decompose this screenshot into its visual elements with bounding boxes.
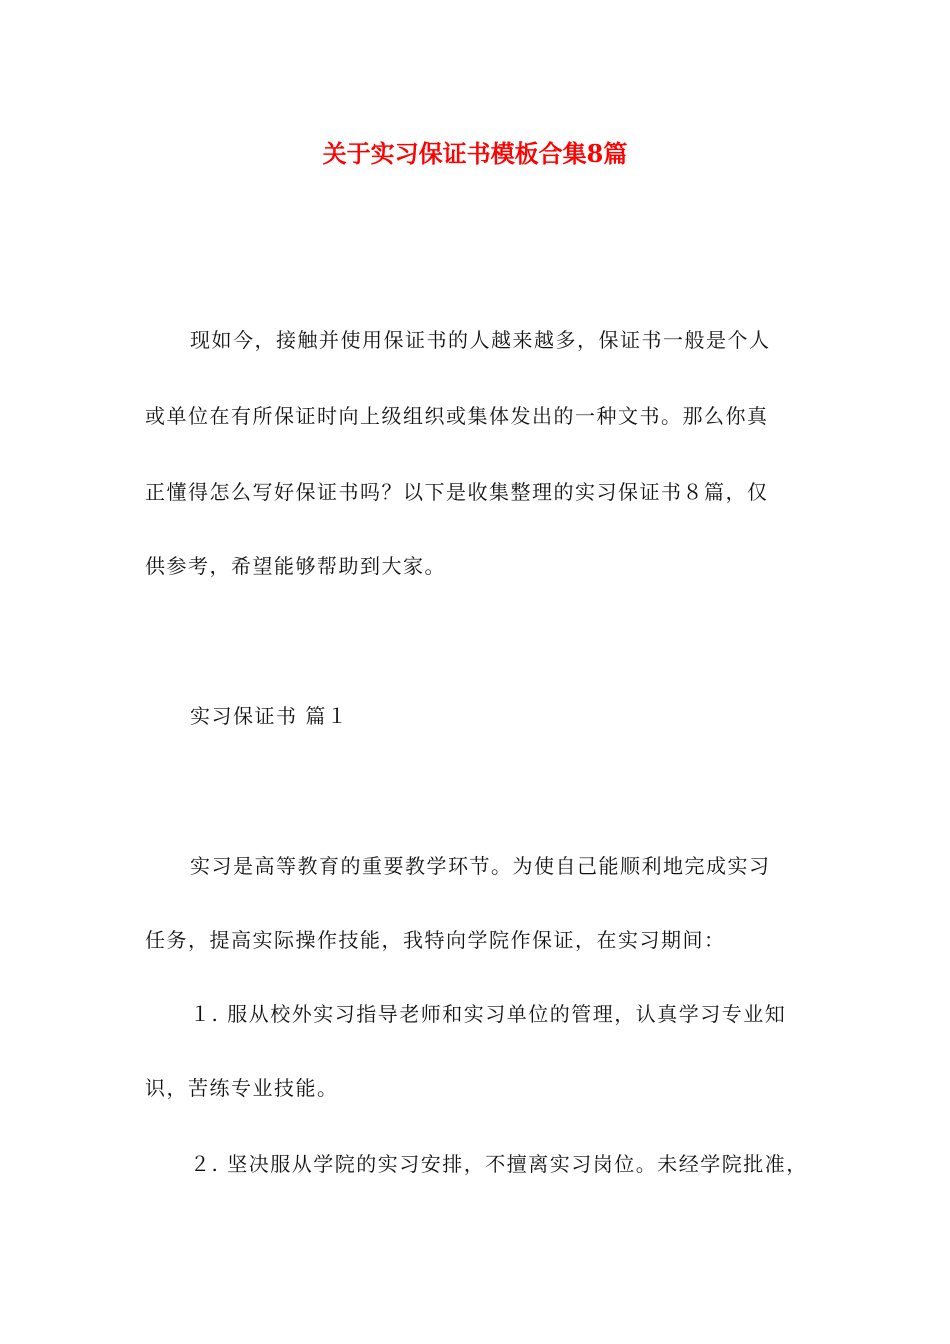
document-title: 关于实习保证书模板合集8篇 — [322, 139, 628, 168]
body-line-4: 识，苦练专业技能。 — [145, 1076, 339, 1100]
body-line-2: 任务，提高实际操作技能，我特向学院作保证，在实习期间： — [145, 928, 726, 952]
body-line-3: １. 服从校外实习指导老师和实习单位的管理，认真学习专业知 — [190, 1002, 787, 1026]
intro-line-1: 现如今，接触并使用保证书的人越来越多，保证书一般是个人 — [190, 328, 771, 352]
body-line-5: ２. 坚决服从学院的实习安排，不擅离实习岗位。未经学院批准， — [190, 1152, 808, 1176]
section-heading: 实习保证书 篇１ — [190, 704, 349, 728]
intro-line-4: 供参考，希望能够帮助到大家。 — [145, 554, 446, 578]
intro-line-3: 正懂得怎么写好保证书吗？以下是收集整理的实习保证书８篇，仅 — [145, 480, 769, 504]
intro-line-2: 或单位在有所保证时向上级组织或集体发出的一种文书。那么你真 — [145, 404, 769, 428]
body-line-1: 实习是高等教育的重要教学环节。为使自己能顺利地完成实习 — [190, 854, 771, 878]
